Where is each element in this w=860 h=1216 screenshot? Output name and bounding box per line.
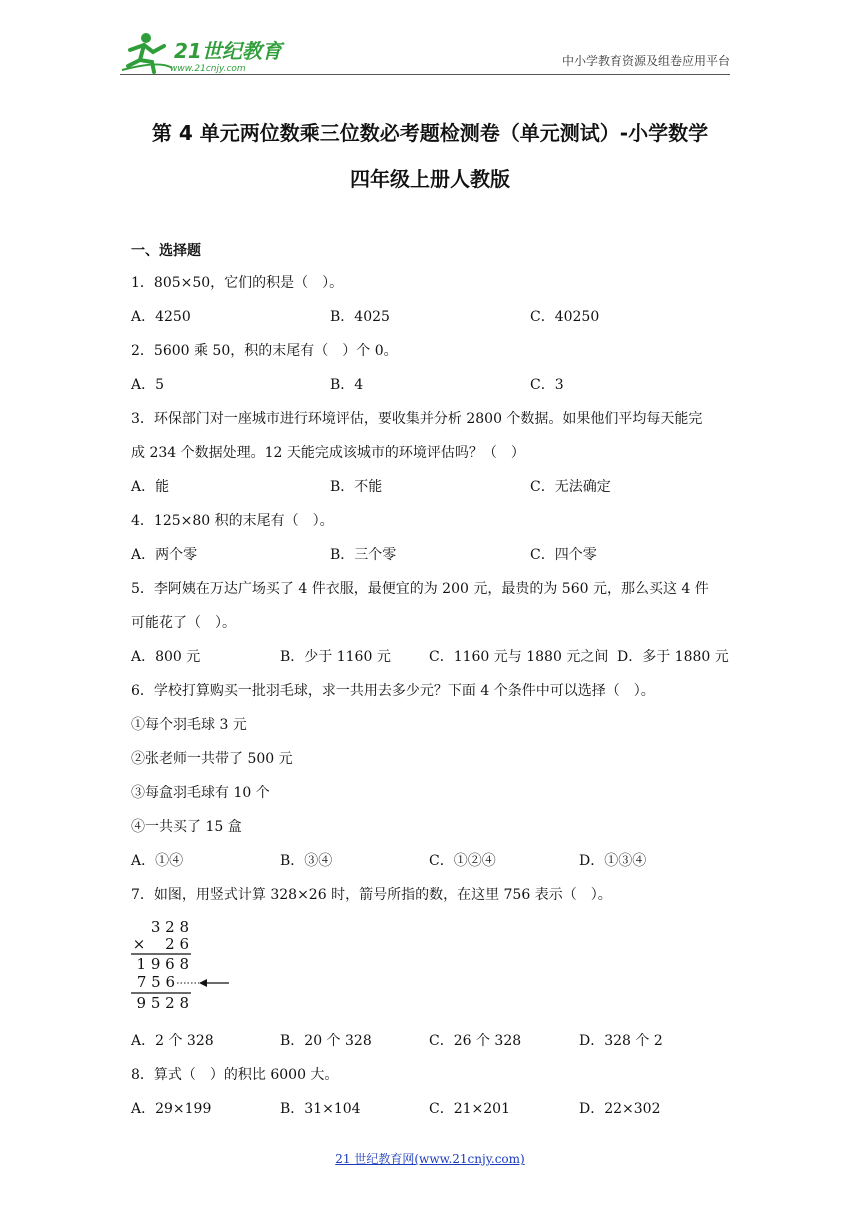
vertical-multiplication-figure: [131, 912, 729, 1024]
option-d[interactable]: D．22×302: [579, 1101, 661, 1117]
condition-4: ④一共买了 15 盒: [131, 819, 242, 835]
option-b[interactable]: B．4025: [330, 309, 390, 325]
logo: [120, 30, 290, 76]
calc-row-1: 3 2 8: [150, 918, 189, 936]
question-7-text: 7．如图，用竖式计算 328×26 时，箭号所指的数，在这里 756 表示（ ）。: [131, 887, 612, 903]
option-b[interactable]: B．20 个 328: [280, 1033, 372, 1049]
option-c[interactable]: C．21×201: [429, 1101, 510, 1117]
title-line-1: 第 4 单元两位数乘三位数必考题检测卷（单元测试）-小学数学: [151, 121, 709, 145]
option-a[interactable]: A．29×199: [131, 1101, 212, 1117]
option-c[interactable]: C．40250: [530, 309, 600, 325]
condition-2: ②张老师一共带了 500 元: [131, 751, 293, 767]
calc-row-2: × 2 6: [132, 935, 189, 953]
option-c[interactable]: C．26 个 328: [429, 1033, 522, 1049]
question-6-options: [131, 844, 729, 878]
option-b[interactable]: B．少于 1160 元: [280, 649, 391, 665]
header-divider: [120, 74, 730, 75]
condition-3: ③每盒羽毛球有 10 个: [131, 785, 270, 801]
option-c[interactable]: C．四个零: [530, 547, 597, 563]
option-a[interactable]: A．5: [131, 377, 165, 393]
option-c[interactable]: C．3: [530, 377, 564, 393]
question-8-options: [131, 1092, 729, 1126]
title-line-2: 四年级上册人教版: [350, 167, 510, 191]
logo-url: www.21cnjy.com: [170, 64, 246, 74]
option-d[interactable]: D．328 个 2: [579, 1033, 663, 1049]
section-heading: 一、选择题: [131, 243, 201, 259]
condition-1: ①每个羽毛球 3 元: [131, 717, 247, 733]
calc-row-5: 9 5 2 8: [136, 994, 189, 1012]
question-3-text-line-1: 3．环保部门对一座城市进行环境评估，要收集并分析 2800 个数据。如果他们平均每天能完: [131, 411, 703, 427]
calc-row-4: 7 5 6: [136, 973, 175, 991]
option-b[interactable]: B．不能: [330, 479, 383, 495]
question-3-options: [131, 470, 729, 504]
option-a[interactable]: A．800 元: [131, 649, 201, 665]
question-1-options: [131, 300, 729, 334]
question-2-text: 2．5600 乘 50，积的末尾有（ ）个 0。: [131, 343, 398, 359]
runner-logo-icon: [120, 30, 290, 76]
option-b[interactable]: B．三个零: [330, 547, 397, 563]
option-a[interactable]: A．能: [131, 479, 170, 495]
option-a[interactable]: A．①④: [131, 853, 184, 869]
option-c[interactable]: C．①②④: [429, 853, 496, 869]
option-b[interactable]: B．③④: [280, 853, 333, 869]
option-b[interactable]: B．31×104: [280, 1101, 361, 1117]
question-list: [131, 236, 729, 1126]
option-b[interactable]: B．4: [330, 377, 364, 393]
question-6-text: 6．学校打算购买一批羽毛球，求一共用去多少元？下面 4 个条件中可以选择（ ）。: [131, 683, 655, 699]
footer-link[interactable]: 21 世纪教育网(www.21cnjy.com): [335, 1152, 525, 1166]
question-4-options: [131, 538, 729, 572]
question-1-text: 1．805×50，它们的积是（ ）。: [131, 275, 344, 291]
option-d[interactable]: D．多于 1880 元: [617, 649, 729, 665]
question-7-options: [131, 1024, 729, 1058]
arrow-left-icon: [199, 979, 229, 987]
calc-row-3: 1 9 6 8: [136, 955, 189, 973]
page-title: [110, 110, 750, 202]
logo-text: 21世纪教育: [174, 39, 282, 63]
question-5-options: [131, 640, 729, 674]
question-5-text-line-2: 可能花了（ ）。: [131, 615, 236, 631]
option-c[interactable]: C．1160 元与 1880 元之间: [429, 649, 609, 665]
question-5-text-line-1: 5．李阿姨在万达广场买了 4 件衣服，最便宜的为 200 元，最贵的为 560 元，那么买这 4 件: [131, 581, 709, 597]
question-2-options: [131, 368, 729, 402]
question-8-text: 8．算式（ ）的积比 6000 大。: [131, 1067, 339, 1083]
question-4-text: 4．125×80 积的末尾有（ ）。: [131, 513, 334, 529]
option-a[interactable]: A．4250: [131, 309, 191, 325]
option-a[interactable]: A．两个零: [131, 547, 198, 563]
question-3-text-line-2: 成 234 个数据处理。12 天能完成该城市的环境评估吗？（ ）: [131, 445, 525, 461]
option-c[interactable]: C．无法确定: [530, 479, 611, 495]
option-d[interactable]: D．①③④: [579, 853, 647, 869]
platform-label: 中小学教育资源及组卷应用平台: [561, 54, 730, 68]
option-a[interactable]: A．2 个 328: [131, 1033, 214, 1049]
